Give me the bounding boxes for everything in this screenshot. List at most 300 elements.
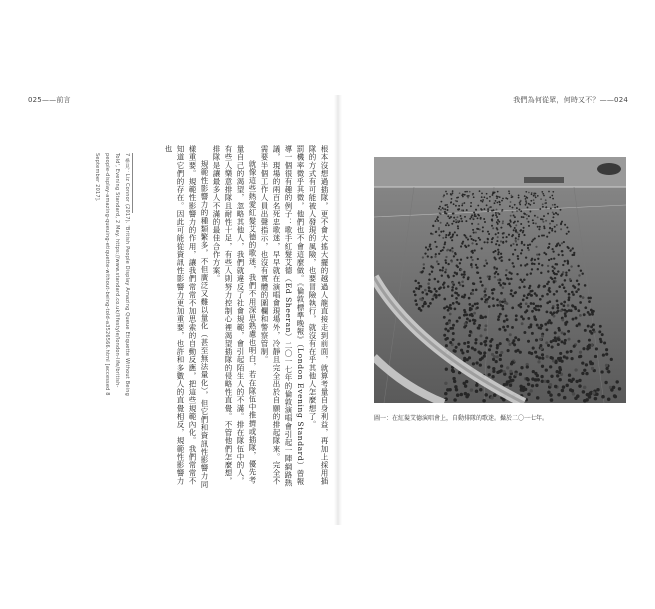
crowd-dot — [443, 298, 446, 301]
crowd-dot — [434, 293, 437, 296]
crowd-dot — [467, 197, 469, 199]
crowd-dot — [465, 237, 467, 239]
crowd-dot — [503, 320, 506, 323]
crowd-dot — [445, 368, 448, 371]
crowd-dot — [480, 334, 483, 337]
crowd-dot — [495, 243, 497, 245]
crowd-dot — [496, 355, 499, 358]
crowd-dot — [517, 338, 520, 341]
crowd-dot — [489, 200, 491, 202]
crowd-dot — [454, 231, 456, 233]
crowd-dot — [449, 327, 452, 330]
crowd-dot — [602, 354, 605, 357]
crowd-dot — [425, 246, 427, 248]
crowd-dot — [431, 298, 434, 301]
crowd-dot — [522, 317, 525, 320]
crowd-dot — [562, 385, 565, 388]
crowd-dot — [523, 286, 526, 289]
crowd-dot — [542, 206, 544, 208]
crowd-dot — [448, 224, 450, 226]
crowd-dot — [505, 269, 507, 271]
crowd-dot — [500, 292, 503, 295]
crowd-dot — [557, 337, 560, 340]
crowd-dot — [515, 231, 517, 233]
crowd-dot — [554, 277, 556, 279]
crowd-dot — [532, 347, 535, 350]
crowd-dot — [557, 357, 560, 360]
crowd-dot — [438, 294, 441, 297]
crowd-dot — [528, 225, 530, 227]
crowd-dot — [525, 204, 527, 206]
crowd-dot — [541, 353, 544, 356]
crowd-dot — [438, 253, 440, 255]
crowd-dot — [512, 243, 514, 245]
crowd-dot — [496, 209, 498, 211]
crowd-dot — [506, 325, 509, 328]
crowd-dot — [505, 314, 508, 317]
crowd-dot — [451, 247, 453, 249]
crowd-dot — [506, 277, 508, 279]
crowd-dot — [545, 199, 547, 201]
crowd-dot — [436, 260, 438, 262]
crowd-dot — [466, 317, 469, 320]
crowd-dot — [451, 236, 453, 238]
crowd-dot — [585, 372, 588, 375]
crowd-dot — [603, 341, 606, 344]
crowd-dot — [519, 351, 522, 354]
crowd-dot — [475, 209, 477, 211]
crowd-dot — [563, 396, 567, 400]
crowd-dot — [488, 276, 490, 278]
crowd-dot — [449, 232, 451, 234]
crowd-dot — [576, 279, 579, 282]
crowd-dot — [457, 227, 459, 229]
crowd-dot — [531, 384, 534, 387]
crowd-dot — [535, 197, 537, 199]
crowd-dot — [527, 244, 529, 246]
crowd-dot — [506, 366, 509, 369]
crowd-dot — [529, 389, 533, 393]
crowd-dot — [463, 326, 466, 329]
crowd-dot — [508, 282, 511, 285]
crowd-dot — [525, 256, 527, 258]
crowd-dot — [526, 378, 529, 381]
crowd-dot — [565, 271, 567, 273]
crowd-dot — [484, 324, 487, 327]
crowd-dot — [502, 370, 505, 373]
crowd-dot — [478, 324, 481, 327]
crowd-dot — [572, 293, 575, 296]
crowd-dot — [452, 213, 454, 215]
crowd-dot — [484, 340, 487, 343]
crowd-dot — [444, 392, 448, 396]
crowd-dot — [452, 190, 454, 192]
crowd-dot — [498, 257, 500, 259]
crowd-dot — [573, 252, 575, 254]
crowd-dot — [512, 196, 514, 198]
crowd-dot — [469, 218, 471, 220]
crowd-dot — [456, 216, 458, 218]
crowd-dot — [460, 215, 462, 217]
crowd-dot — [447, 206, 449, 208]
crowd-dot — [452, 302, 455, 305]
crowd-dot — [516, 207, 518, 209]
crowd-dot — [571, 291, 574, 294]
crowd-dot — [471, 259, 473, 261]
crowd-dot — [508, 193, 510, 195]
crowd-dot — [523, 244, 525, 246]
crowd-dot — [569, 250, 571, 252]
crowd-dot — [465, 380, 468, 383]
crowd-dot — [430, 233, 432, 235]
crowd-dot — [577, 265, 579, 267]
crowd-dot — [496, 228, 498, 230]
crowd-dot — [437, 263, 439, 265]
crowd-dot — [445, 256, 447, 258]
crowd-dot — [479, 277, 481, 279]
crowd-dot — [451, 198, 453, 200]
crowd-dot — [518, 209, 520, 211]
crowd-dot — [605, 367, 608, 370]
crowd-dot — [444, 271, 446, 273]
crowd-dot — [452, 377, 455, 380]
crowd-dot — [452, 275, 454, 277]
crowd-dot — [573, 345, 576, 348]
crowd-dot — [472, 239, 474, 241]
crowd-dot — [569, 278, 572, 281]
crowd-dot — [545, 220, 547, 222]
crowd-dot — [566, 233, 568, 235]
crowd-dot — [431, 270, 433, 272]
crowd-dot — [499, 354, 502, 357]
crowd-dot — [532, 370, 535, 373]
crowd-dot — [557, 310, 560, 313]
crowd-dot — [541, 335, 544, 338]
crowd-dot — [578, 384, 581, 387]
crowd-dot — [570, 309, 573, 312]
paragraph: 就像這些熱愛紅髮艾德的歌迷，我們不用深思熟慮也明白，若在隊伍中推擠或插隊，優先考量自己的渴望，忽略其他人，我們就違反了社會規範，會引起陌生人的不滿。排在隊伍中的人，有些人樂意排隊且耐性十足，有些人則努力控制心裡渴望插隊的侵略性直覺。不管他們怎麼想，排隊是讓最多人不滿的最佳合作方案。 — [212, 145, 257, 486]
crowd-dot — [530, 352, 533, 355]
crowd-dot — [538, 235, 540, 237]
crowd-dot — [589, 360, 592, 363]
crowd-dot — [538, 309, 541, 312]
crowd-dot — [462, 241, 464, 243]
crowd-dot — [582, 347, 585, 350]
crowd-dot — [472, 282, 475, 285]
crowd-dot — [495, 212, 497, 214]
crowd-dot — [511, 307, 514, 310]
crowd-dot — [493, 355, 496, 358]
crowd-dot — [491, 220, 493, 222]
crowd-dot — [501, 305, 504, 308]
crowd-dot — [531, 240, 533, 242]
crowd-dot — [538, 356, 541, 359]
crowd-dot — [514, 249, 516, 251]
crowd-dot — [457, 197, 459, 199]
crowd-dot — [533, 195, 535, 197]
crowd-dot — [455, 200, 457, 202]
crowd-dot — [453, 220, 455, 222]
crowd-dot — [528, 249, 530, 251]
crowd-dot — [497, 273, 499, 275]
crowd-dot — [532, 302, 535, 305]
crowd-dot — [445, 344, 448, 347]
crowd-dot — [480, 298, 483, 301]
crowd-dot — [548, 243, 550, 245]
crowd-dot — [589, 297, 592, 300]
crowd-dot — [520, 264, 522, 266]
crowd-dot — [531, 258, 533, 260]
crowd-dot — [570, 265, 572, 267]
crowd-dot — [422, 305, 425, 308]
crowd-dot — [588, 300, 591, 303]
crowd-dot — [532, 219, 534, 221]
crowd-dot — [514, 227, 516, 229]
crowd-dot — [439, 206, 441, 208]
crowd-dot — [470, 202, 472, 204]
crowd-dot — [573, 254, 575, 256]
crowd-dot — [472, 289, 475, 292]
crowd-dot — [462, 203, 464, 205]
figure-caption: 圖一：在紅髮艾德演唱會上，自動排隊的歌迷。攝於二〇一七年。 — [374, 415, 549, 422]
crowd-dot — [443, 316, 446, 319]
crowd-dot — [446, 213, 448, 215]
crowd-dot — [564, 339, 567, 342]
crowd-dot — [510, 244, 512, 246]
crowd-dot — [552, 198, 554, 200]
crowd-dot — [452, 192, 454, 194]
crowd-dot — [447, 309, 450, 312]
crowd-dot — [444, 204, 446, 206]
crowd-dot — [555, 263, 557, 265]
crowd-dot — [476, 266, 478, 268]
crowd-dot — [483, 351, 486, 354]
crowd-dot — [546, 355, 549, 358]
crowd-dot — [486, 198, 488, 200]
crowd-dot — [446, 204, 448, 206]
crowd-dot — [554, 361, 557, 364]
crowd-dot — [463, 202, 465, 204]
crowd-dot — [579, 301, 582, 304]
crowd-dot — [539, 305, 542, 308]
crowd-dot — [440, 222, 442, 224]
crowd-dot — [447, 263, 449, 265]
crowd-dot — [496, 346, 499, 349]
crowd-dot — [484, 196, 486, 198]
crowd-dot — [545, 202, 547, 204]
crowd-dot — [430, 256, 432, 258]
crowd-dot — [510, 215, 512, 217]
crowd-dot — [444, 211, 446, 213]
crowd-dot — [552, 204, 554, 206]
crowd-dot — [498, 370, 501, 373]
crowd-dot — [537, 226, 539, 228]
crowd-dot — [538, 326, 541, 329]
crowd-dot — [480, 315, 483, 318]
crowd-dot — [415, 287, 418, 290]
crowd-dot — [445, 191, 447, 193]
crowd-dot — [541, 380, 544, 383]
crowd-dot — [486, 241, 488, 243]
crowd-dot — [464, 191, 466, 193]
crowd-dot — [529, 244, 531, 246]
crowd-dot — [490, 206, 492, 208]
crowd-dot — [492, 288, 495, 291]
crowd-dot — [465, 220, 467, 222]
crowd-dot — [553, 311, 556, 314]
crowd-dot — [540, 375, 543, 378]
crowd-dot — [478, 215, 480, 217]
crowd-dot — [496, 304, 499, 307]
crowd-dot — [526, 263, 528, 265]
crowd-dot — [466, 195, 468, 197]
crowd-dot — [500, 253, 502, 255]
crowd-dot — [510, 225, 512, 227]
crowd-dot — [552, 212, 554, 214]
crowd-dot — [531, 193, 533, 195]
crowd-dot — [556, 290, 559, 293]
crowd-dot — [452, 338, 455, 341]
crowd-dot — [523, 227, 525, 229]
crowd-dot — [552, 307, 555, 310]
crowd-dot — [579, 351, 582, 354]
crowd-dot — [500, 351, 503, 354]
crowd-dot — [581, 272, 583, 274]
crowd-dot — [470, 313, 473, 316]
crowd-dot — [484, 288, 487, 291]
crowd-dot — [554, 331, 557, 334]
crowd-dot — [516, 244, 518, 246]
crowd-dot — [551, 220, 553, 222]
crowd-dot — [457, 220, 459, 222]
left-page — [28, 95, 330, 525]
crowd-dot — [533, 202, 535, 204]
footnote-rule — [132, 153, 133, 213]
crowd-dot — [526, 214, 528, 216]
crowd-dot — [520, 252, 522, 254]
crowd-dot — [523, 216, 525, 218]
crowd-dot — [477, 258, 479, 260]
crowd-dot — [444, 328, 447, 331]
crowd-dot — [522, 230, 524, 232]
crowd-dot — [496, 268, 498, 270]
crowd-dot — [561, 389, 564, 392]
crowd-dot — [449, 304, 452, 307]
crowd-dot — [445, 262, 447, 264]
crowd-dot — [563, 304, 566, 307]
crowd-dot — [443, 282, 446, 285]
crowd-dot — [574, 308, 577, 311]
crowd-dot — [527, 206, 529, 208]
crowd-dot — [484, 315, 487, 318]
crowd-dot — [460, 349, 463, 352]
crowd-dot — [551, 278, 554, 281]
crowd-dot — [540, 198, 542, 200]
crowd-dot — [545, 341, 548, 344]
crowd-dot — [517, 220, 519, 222]
crowd-dot — [502, 233, 504, 235]
crowd-dot — [461, 273, 463, 275]
crowd-dot — [561, 283, 564, 286]
crowd-dot — [458, 316, 461, 319]
crowd-dot — [474, 303, 477, 306]
crowd-dot — [445, 322, 448, 325]
paragraph: 罰機率微乎其微，他們也不會這麼做。《倫敦標準晚報》（London Evening Standard）曾報導一個很有趣的例子：歌手紅髮艾德（Ed Sheeran）二〇一七年的倫敦演唱會引起一陣網路熱議，現場的兩百名死忠歌迷，早早就在演唱會現場外，冷靜且完全出於自願的排起隊來。完全不需要半個工作人員出聲指示，也沒有實體的圍欄和警察管制。 — [260, 145, 305, 487]
crowd-dot — [552, 191, 554, 193]
crowd-dot — [561, 331, 564, 334]
crowd-dot — [526, 296, 529, 299]
crowd-dot — [543, 215, 545, 217]
crowd-dot — [532, 222, 534, 224]
crowd-dot — [445, 269, 447, 271]
crowd-dot — [462, 296, 465, 299]
crowd-dot — [454, 385, 457, 388]
crowd-dot — [491, 238, 493, 240]
crowd-dot — [429, 244, 431, 246]
crowd-dot — [555, 212, 557, 214]
crowd-dot — [567, 299, 570, 302]
crowd-dot — [560, 274, 562, 276]
crowd-dot — [499, 313, 502, 316]
crowd-dot — [467, 278, 470, 281]
crowd-dot — [513, 265, 515, 267]
crowd-dot — [424, 252, 426, 254]
crowd-dot — [500, 240, 502, 242]
crowd-dot — [503, 298, 506, 301]
crowd-dot — [428, 279, 431, 282]
crowd-dot — [497, 202, 499, 204]
crowd-dot — [556, 374, 559, 377]
crowd-dot — [462, 276, 464, 278]
crowd-dot — [448, 321, 451, 324]
crowd-dot — [519, 385, 522, 388]
crowd-dot — [553, 267, 555, 269]
crowd-dot — [473, 322, 476, 325]
crowd-dot — [498, 213, 500, 215]
crowd-dot — [442, 237, 444, 239]
crowd-dot — [516, 210, 518, 212]
crowd-dot — [428, 273, 430, 275]
crowd-dot — [505, 382, 508, 385]
crowd-dot — [470, 308, 473, 311]
crowd-dot — [453, 203, 455, 205]
crowd-dot — [567, 330, 570, 333]
crowd-dot — [418, 307, 421, 310]
crowd-dot — [564, 279, 567, 282]
crowd-dot — [469, 330, 472, 333]
crowd-dot — [463, 342, 466, 345]
crowd-dot — [460, 393, 464, 397]
crowd-dot — [450, 202, 452, 204]
crowd-dot — [598, 330, 601, 333]
crowd-dot — [499, 301, 502, 304]
crowd-dot — [526, 365, 529, 368]
crowd-dot — [538, 253, 540, 255]
crowd-dot — [580, 269, 582, 271]
right-page — [346, 95, 628, 525]
crowd-dot — [443, 246, 445, 248]
crowd-dot — [555, 273, 557, 275]
crowd-dot — [541, 264, 543, 266]
crowd-dot — [497, 315, 500, 318]
crowd-dot — [585, 363, 588, 366]
crowd-dot — [457, 225, 459, 227]
crowd-dot — [517, 258, 519, 260]
running-head-right: 我們為何從眾，何時又不？——024 — [513, 96, 628, 104]
crowd-dot — [524, 311, 527, 314]
crowd-dot — [456, 272, 458, 274]
crowd-dot — [491, 210, 493, 212]
